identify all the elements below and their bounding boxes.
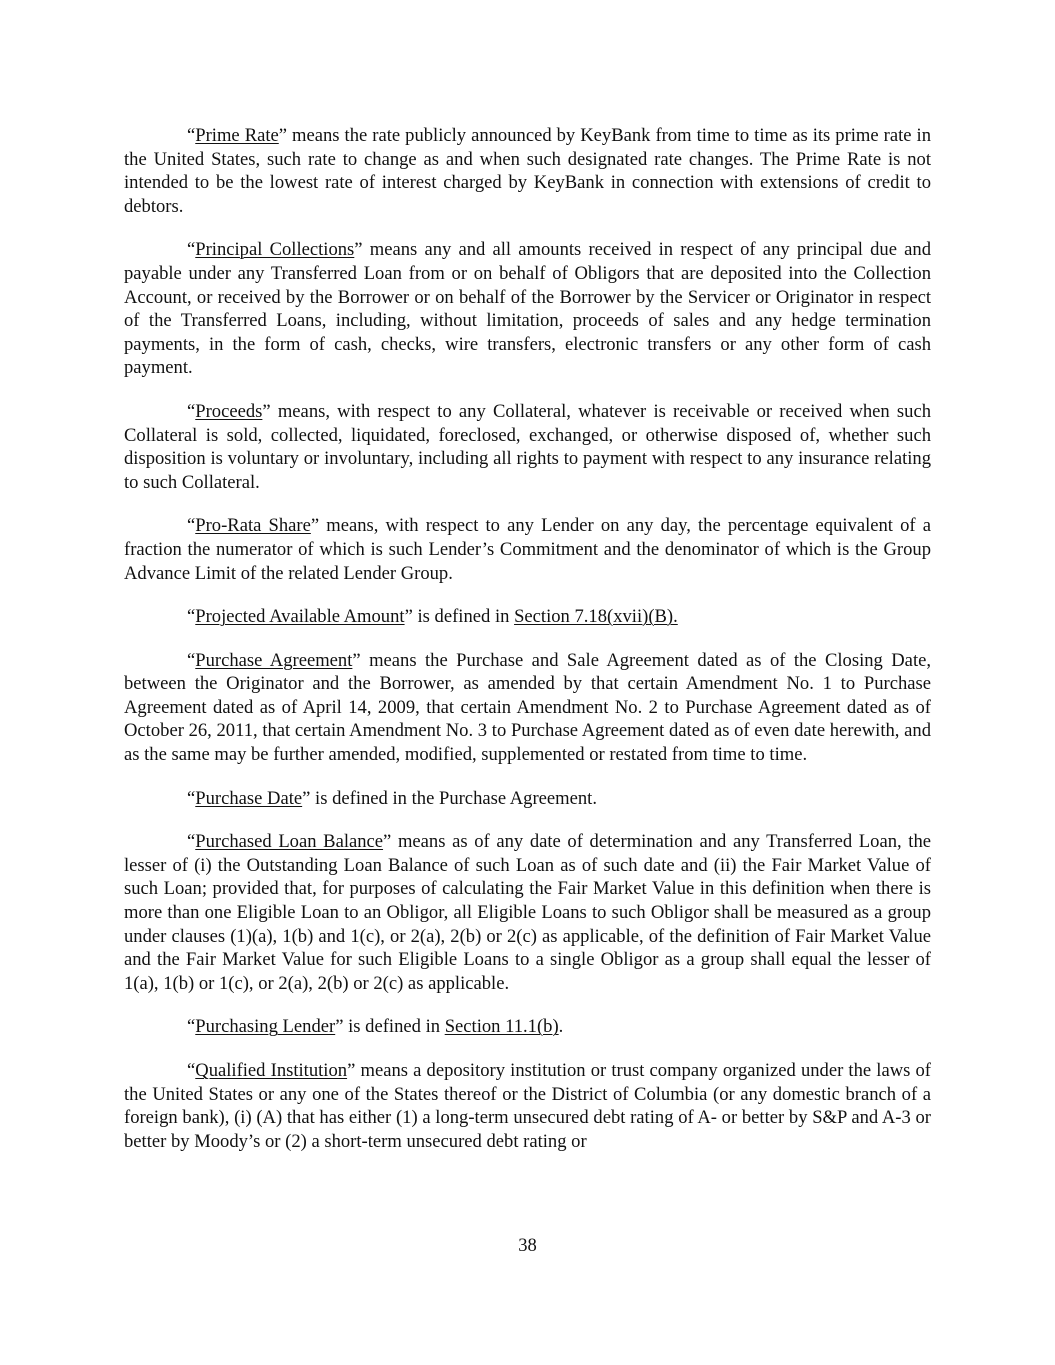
definition-tail: .	[558, 1016, 564, 1038]
definition-text: means as of any date of determination and any Transferred Loan, the lesser of (i) the Outstanding Loan Balance of such Loan as of such date and (ii) the Fair Market Value of such Loan; provided that, for purposes of calculating the Fair Market Value in this definition when there is more than one Eligible Loan to an Obligor, all Eligible Loans to such Obligor shall be measured as a group under clauses (1)(a), 1(b) and 1(c), or 2(a), 2(b) or 2(c) as applicable, of the definition of Fair Market Value and the Fair Market Value for such Eligible Loans to a single Obligor as a group shall equal the lesser of 1(a), 1(b) or 1(c), or 2(a), 2(b) or 2(c) as applicable.	[124, 831, 931, 994]
definition-text: is defined in	[412, 606, 515, 628]
page-number: 38	[518, 1235, 537, 1256]
definition-text: is defined in the Purchase Agreement.	[310, 787, 597, 809]
document-page	[124, 124, 931, 1173]
definition-text: is defined in	[343, 1016, 445, 1038]
definition-proceeds: “Proceeds” means, with respect to any Collateral, whatever is receivable or received when such Collateral is sold, collected, liquidated, foreclosed, exchanged, or otherwise disposed of, whether such disposition is voluntary or involuntary, including all rights to payment with respect to any insurance relating to such Collateral.	[124, 400, 931, 493]
defined-term: Purchasing Lender	[195, 1016, 336, 1038]
defined-term: Proceeds	[195, 400, 263, 422]
definition-purchased-loan-balance: “Purchased Loan Balance” means as of any date of determination and any Transferred Loan, the lesser of (i) the Outstanding Loan Balance of such Loan as of such date and (ii) the Fair Market Value of such Loan; provided that, for purposes of calculating the Fair Market Value in this definition when there is more than one Eligible Loan to an Obligor, all Eligible Loans to such Obligor shall be measured as a group under clauses (1)(a), 1(b) and 1(c), or 2(a), 2(b) or 2(c) as applicable, of the definition of Fair Market Value and the Fair Market Value for such Eligible Loans to a single Obligor as a group shall equal the lesser of 1(a), 1(b) or 1(c), or 2(a), 2(b) or 2(c) as applicable.	[124, 831, 931, 994]
definition-text: means, with respect to any Collateral, whatever is receivable or received when such Collateral is sold, collected, liquidated, foreclosed, exchanged, or otherwise disposed of, whether such disposition is voluntary or involuntary, including all rights to payment with respect to any insurance relating to such Collateral.	[124, 400, 931, 493]
definition-purchasing-lender: “Purchasing Lender” is defined in Section 11.1(b).	[187, 1016, 564, 1038]
definition-purchase-agreement: “Purchase Agreement” means the Purchase and Sale Agreement dated as of the Closing Date, between the Originator and the Borrower, as amended by that certain Amendment No. 1 to Purchase Agreement dated as of April 14, 2009, that certain Amendment No. 2 to Purchase Agreement dated as of October 26, 2011, that certain Amendment No. 3 to Purchase Agreement dated as of even date herewith, and as the same may be further amended, modified, supplemented or restated from time to time.	[124, 649, 932, 766]
definition-principal-collections: “Principal Collections” means any and all amounts received in respect of any principal due and payable under any Transferred Loan from or on behalf of Obligors that are deposited into the Collection Account, or received by the Borrower or on behalf of the Borrower by the Servicer or Originator in respect of the Transferred Loans, including, without limitation, proceeds of sales and any hedge termination payments, in the form of cash, checks, wire transfers, electronic transfers or any other form of cash payment.	[124, 239, 932, 379]
defined-term: Qualified Institution	[195, 1060, 348, 1081]
section-reference: Section 11.1(b)	[444, 1016, 559, 1038]
section-reference: Section 7.18(xvii)(B).	[514, 606, 678, 628]
definition-text: means the rate publicly announced by KeyBank from time to time as its prime rate in the United States, such rate to change as and when such designated rate changes. The Prime Rate is not intended to be the lowest rate of interest charged by KeyBank in connection with extensions of credit to debtors.	[124, 125, 931, 217]
definition-text: means the Purchase and Sale Agreement dated as of the Closing Date, between the Originator and the Borrower, as amended by that certain Amendment No. 1 to Purchase Agreement dated as of April 14, 2009, that certain Amendment No. 2 to Purchase Agreement dated as of October 26, 2011, that certain Amendment No. 3 to Purchase Agreement dated as of even date herewith, and as the same may be further amended, modified, supplemented or restated from time to time.	[124, 649, 932, 766]
definition-purchase-date: “Purchase Date” is defined in the Purchase Agreement.	[187, 787, 597, 809]
definition-text: means, with respect to any Lender on any day, the percentage equivalent of a fraction the numerator of which is such Lender’s Commitment and the denominator of which is the Group Advance Limit of the related Lender Group.	[124, 515, 931, 584]
defined-term: Purchase Agreement	[195, 649, 353, 671]
defined-term: Principal Collections	[195, 239, 355, 261]
defined-term: Projected Available Amount	[195, 606, 405, 628]
definition-text: means any and all amounts received in respect of any principal due and payable under any Transferred Loan from or on behalf of Obligors that are deposited into the Collection Account, or received by the Borrower or on behalf of the Borrower by the Servicer or Originator in respect of the Transferred Loans, including, without limitation, proceeds of sales and any hedge termination payments, in the form of cash, checks, wire transfers, electronic transfers or any other form of cash payment.	[124, 239, 932, 379]
defined-term: Purchase Date	[195, 787, 303, 809]
definition-projected-available-amount: “Projected Available Amount” is defined in Section 7.18(xvii)(B).	[187, 606, 678, 628]
defined-term: Pro-Rata Share	[195, 515, 311, 537]
definition-prime-rate: “Prime Rate” means the rate publicly announced by KeyBank from time to time as its prime rate in the United States, such rate to change as and when such designated rate changes. The Prime Rate is not intended to be the lowest rate of interest charged by KeyBank in connection with extensions of credit to debtors.	[124, 125, 931, 217]
defined-term: Prime Rate	[195, 125, 279, 146]
definition-qualified-institution: “Qualified Institution” means a depository institution or trust company organized under the laws of the United States or any one of the States thereof or the District of Columbia (or any domestic branch of a foreign bank), (i) (A) that has either (1) a long-term unsecured debt rating of A- or better by S&P and A-3 or better by Moody’s or (2) a short-term unsecured debt rating or	[124, 1060, 931, 1152]
defined-term: Purchased Loan Balance	[195, 831, 384, 853]
definition-pro-rata-share: “Pro-Rata Share” means, with respect to any Lender on any day, the percentage equivalent of a fraction the numerator of which is such Lender’s Commitment and the denominator of which is the Group Advance Limit of the related Lender Group.	[124, 515, 931, 584]
definition-text: means a depository institution or trust company organized under the laws of the United States or any one of the States thereof or the District of Columbia (or any domestic branch of a foreign bank), (i) (A) that has either (1) a long-term unsecured debt rating of A- or better by S&P and A-3 or better by Moody’s or (2) a short-term unsecured debt rating or	[124, 1060, 931, 1152]
